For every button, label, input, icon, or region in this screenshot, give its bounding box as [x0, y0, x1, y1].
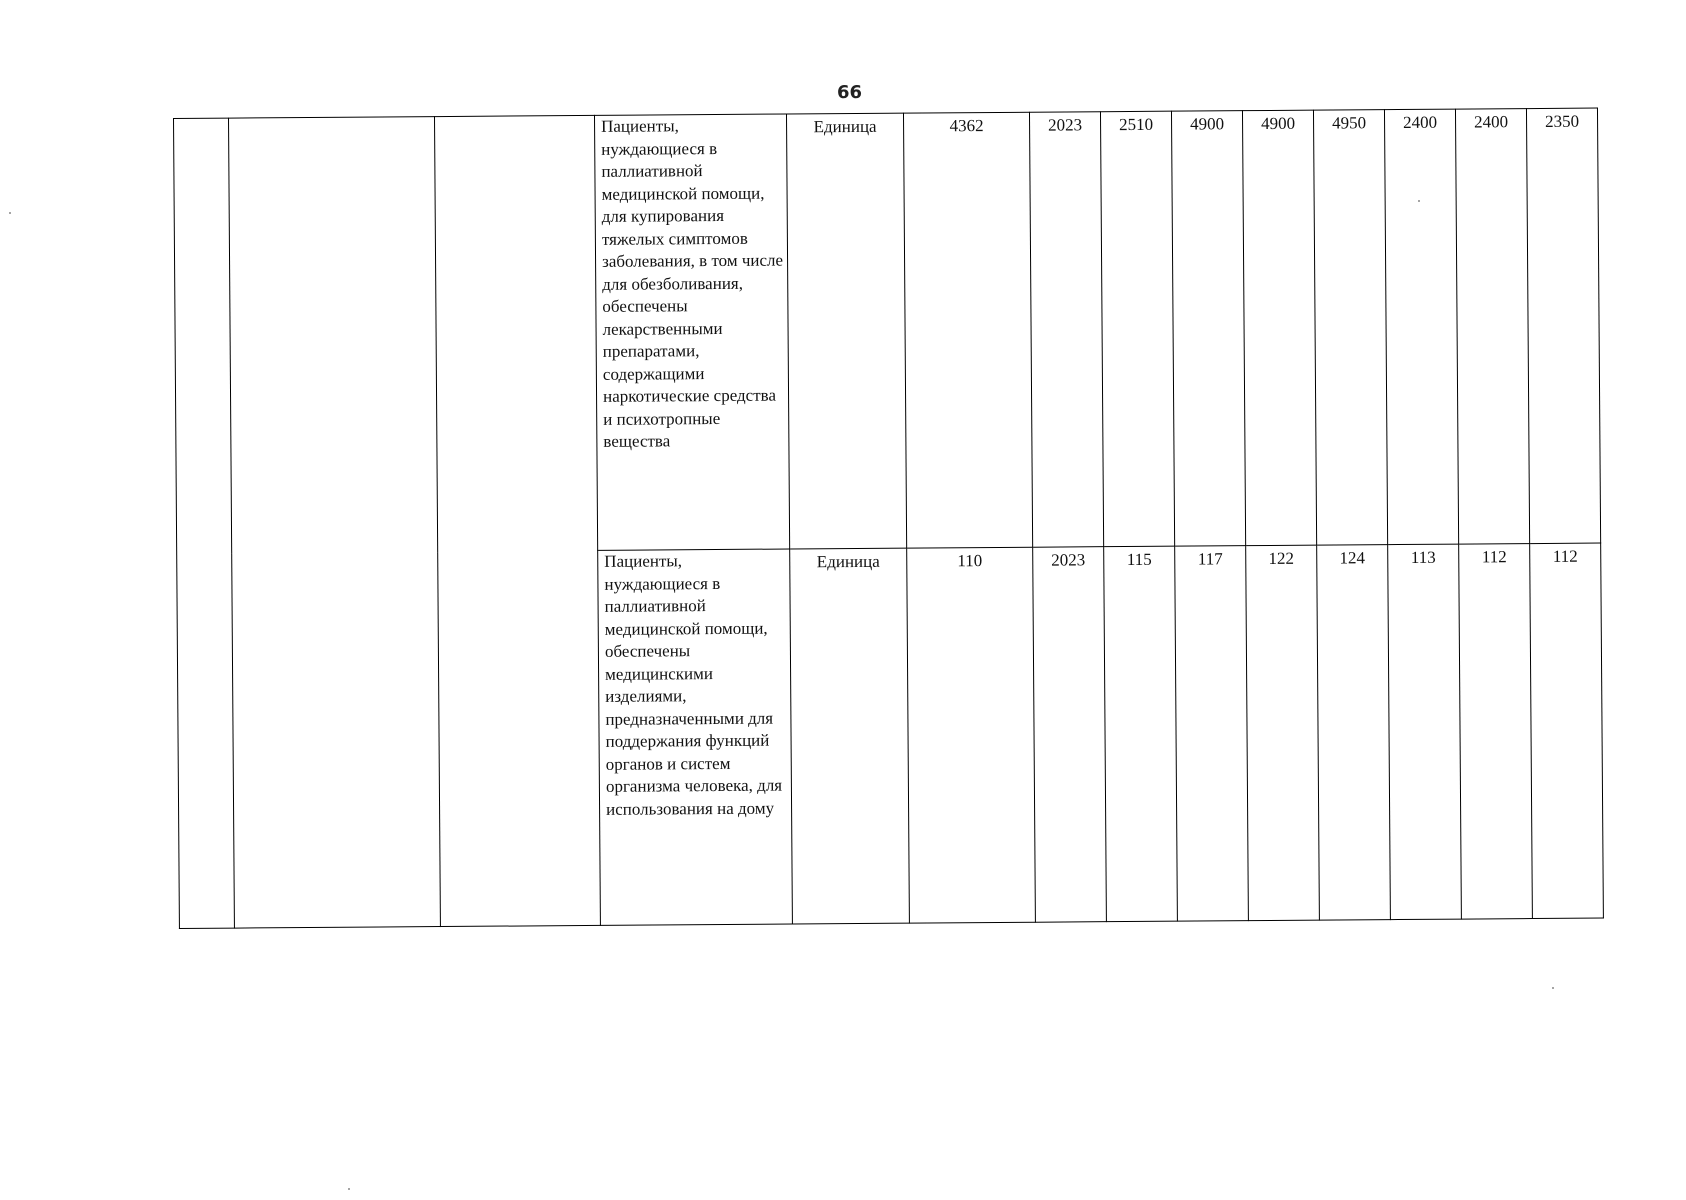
indicator-value-3: 122 [1246, 545, 1320, 921]
indicator-value-7: 112 [1530, 543, 1604, 919]
indicator-value-7: 2350 [1526, 108, 1600, 544]
indicator-description: Пациенты, нуждающиеся в паллиативной медицинской помощи, для купирования тяжелых симптомов заболевания, в том числе для обезболивания, обеспечены лекарственными препаратами, содержащими наркотические средства и психотропные вещества [594, 114, 789, 550]
empty-cell-goal [434, 115, 600, 926]
indicator-value-6: 112 [1459, 544, 1533, 920]
indicator-value-3: 4900 [1242, 110, 1316, 546]
indicator-value-4: 124 [1317, 545, 1391, 921]
indicator-base-year: 2023 [1033, 547, 1107, 923]
indicator-base-value: 110 [907, 547, 1036, 923]
empty-cell-number [174, 118, 235, 928]
page-number: 66 [837, 82, 863, 103]
indicator-base-year: 2023 [1029, 112, 1103, 548]
scan-speck [1552, 987, 1554, 989]
indicator-value-5: 2400 [1384, 109, 1458, 545]
indicator-description: Пациенты, нуждающиеся в паллиативной медицинской помощи, обеспечены медицинскими изделиями, предназначенными для поддержания функций органов и систем организма человека, для использования на дому [598, 549, 793, 925]
indicator-base-value: 4362 [903, 112, 1032, 548]
indicator-unit: Единица [786, 113, 906, 549]
indicators-table [173, 108, 1604, 929]
indicator-value-6: 2400 [1455, 109, 1529, 545]
indicator-value-4: 4950 [1313, 110, 1387, 546]
indicator-unit: Единица [790, 548, 910, 924]
indicator-value-1: 2510 [1100, 111, 1174, 547]
indicator-value-5: 113 [1388, 544, 1462, 920]
table-row [174, 108, 1601, 553]
scan-speck [348, 1188, 350, 1190]
indicator-value-1: 115 [1104, 546, 1178, 922]
empty-cell-name [229, 117, 441, 928]
indicator-value-2: 117 [1175, 546, 1249, 922]
scan-speck [1418, 200, 1420, 202]
scan-speck [9, 212, 11, 214]
indicator-value-2: 4900 [1171, 111, 1245, 547]
